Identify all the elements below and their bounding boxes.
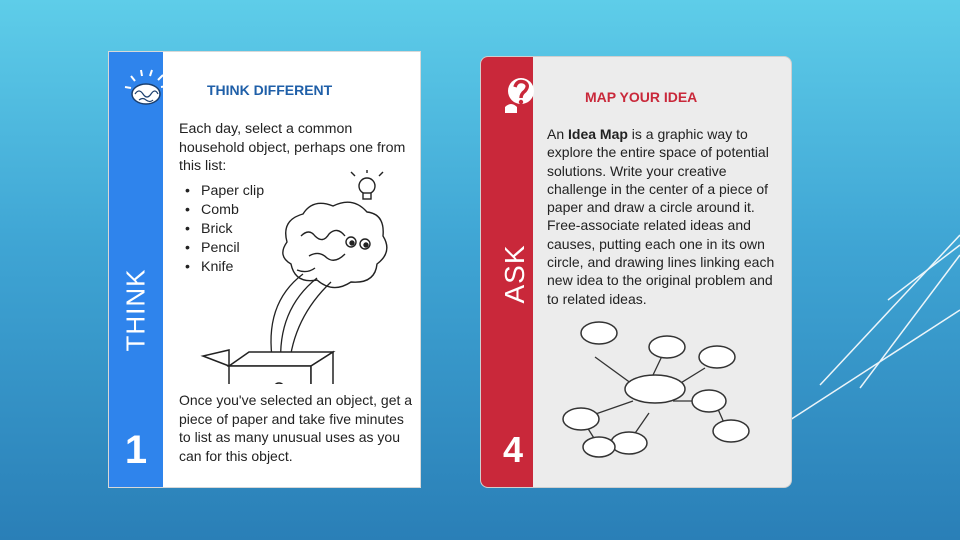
brain-box-illustration — [179, 170, 415, 384]
idea-node — [611, 432, 647, 454]
think-card — [108, 51, 421, 488]
idea-map-diagram — [557, 313, 757, 463]
list-item: • Brick — [201, 220, 264, 239]
idea-node — [713, 420, 749, 442]
idea-node — [563, 408, 599, 430]
idea-node-center — [625, 375, 685, 403]
ask-body-rest: is a graphic way to explore the entire space of potential solutions. Write your creative challenge in the center of a piece of paper and draw a circle around it. Free-associate related ideas and causes, putting each one in its own circle, and drawing lines linking each new idea to the original problem and to related ideas. — [547, 126, 775, 307]
think-card-intro: Each day, select a common household object, perhaps one from this list: — [179, 121, 406, 174]
list-item: • Knife — [201, 258, 264, 277]
think-card-number: 1 — [124, 428, 148, 472]
ask-card-body — [547, 125, 779, 308]
ask-card-number: 4 — [502, 429, 524, 470]
ask-card-title: MAP YOUR IDEA — [585, 89, 698, 105]
ask-body-term: Idea Map — [568, 126, 628, 142]
think-card-outro: Once you've selected an object, get a piece of paper and take five minutes to list as many unusual uses as you can for this object. — [179, 392, 413, 464]
idea-node — [699, 346, 735, 368]
think-category-label: THINK — [120, 268, 151, 352]
box-character — [203, 350, 333, 384]
ask-card — [480, 56, 792, 488]
idea-node — [649, 336, 685, 358]
list-item: • Paper clip — [201, 182, 264, 201]
list-item: • Comb — [201, 201, 264, 220]
idea-node — [583, 437, 615, 457]
brain-icon — [121, 66, 173, 110]
ask-category-label: ASK — [499, 244, 530, 304]
lightbulb-icon — [351, 170, 383, 199]
think-card-title: THINK DIFFERENT — [207, 82, 333, 98]
idea-node — [581, 322, 617, 344]
ask-body-lead: An — [547, 126, 569, 142]
idea-node — [692, 390, 726, 412]
list-item: • Pencil — [201, 239, 264, 258]
question-mark-icon — [497, 75, 539, 121]
brain-character — [283, 202, 387, 287]
